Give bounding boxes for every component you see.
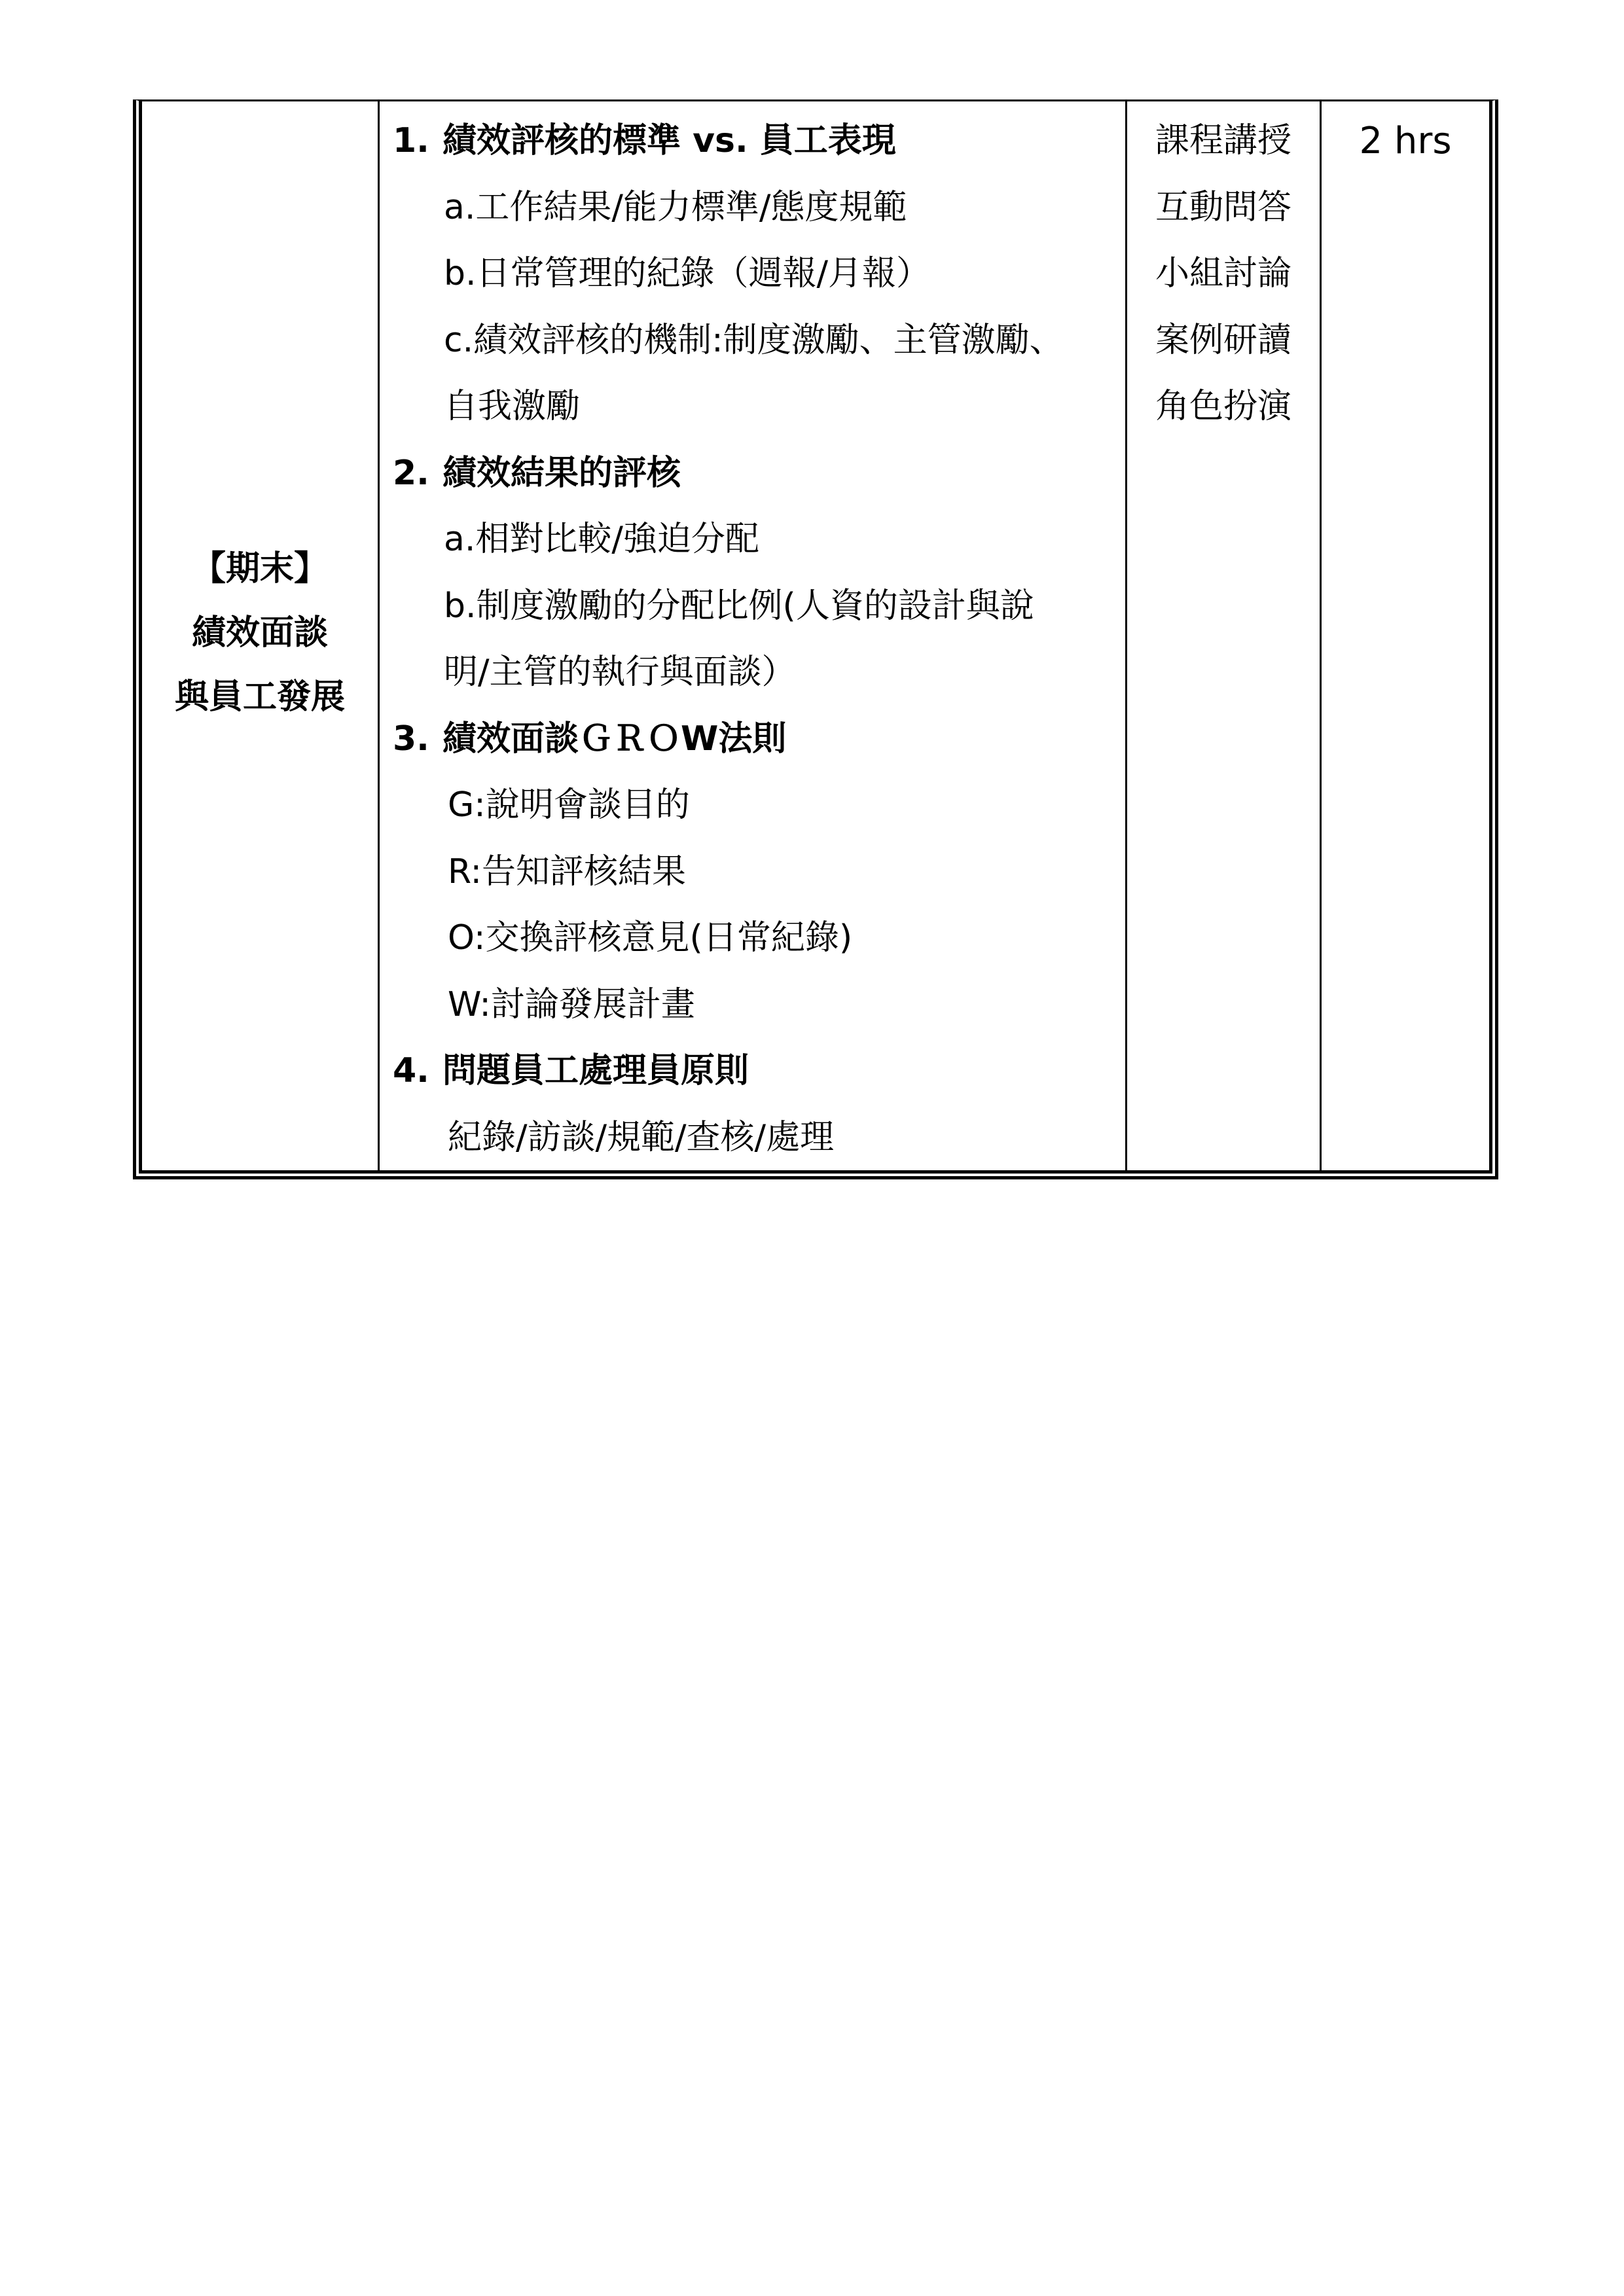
section-number: 3. <box>393 719 429 759</box>
section-title: 績效評核的標準 vs. 員工表現 <box>442 121 896 160</box>
session-title-cell <box>142 537 378 729</box>
section-title: 問題員工處理員原則 <box>442 1051 749 1090</box>
column-divider <box>378 99 380 1173</box>
method-item: 互動問答 <box>1155 187 1291 227</box>
section-heading <box>393 108 1119 175</box>
session-topic-2: 與員工發展 <box>174 677 345 717</box>
column-divider <box>1320 99 1322 1173</box>
list-item: b.制度激勵的分配比例(人資的設計與說 <box>444 586 1034 626</box>
teaching-methods-cell <box>1127 108 1320 440</box>
list-item: O:交換評核意見(日常紀錄) <box>448 918 853 958</box>
section-heading <box>393 706 1119 773</box>
session-topic: 績效面談 <box>191 613 328 653</box>
duration-cell: 2 hrs <box>1359 120 1452 162</box>
section-number: 1. <box>393 121 429 160</box>
list-item: a.相對比較/強迫分配 <box>444 520 759 559</box>
method-item: 小組討論 <box>1155 254 1291 293</box>
list-item-continued: 明/主管的執行與面談） <box>444 653 796 692</box>
method-item: 課程講授 <box>1155 121 1291 160</box>
section-heading <box>393 440 1119 507</box>
section-number: 2. <box>393 453 429 493</box>
content-cell <box>393 108 1119 1171</box>
section-title: 績效結果的評核 <box>442 453 681 493</box>
method-item: 角色扮演 <box>1155 387 1291 426</box>
list-item: G:說明會談目的 <box>448 785 690 825</box>
list-item: a.工作結果/能力標準/態度規範 <box>444 187 907 227</box>
list-item: R:告知評核結果 <box>448 852 687 891</box>
session-period: 【期末】 <box>191 549 328 588</box>
section-number: 4. <box>393 1051 429 1090</box>
list-item: c.績效評核的機制:制度激勵、主管激勵、 <box>444 320 1064 360</box>
list-item: W:討論發展計畫 <box>448 984 695 1024</box>
method-item: 案例研讀 <box>1155 320 1291 360</box>
section-title: 績效面談ＧＲＯW法則 <box>442 719 787 759</box>
section-heading <box>393 1038 1119 1105</box>
list-item-continued: 自我激勵 <box>444 387 581 426</box>
list-item: b.日常管理的紀錄（週報/月報） <box>444 254 931 293</box>
list-item: 紀錄/訪談/規範/查核/處理 <box>448 1117 835 1157</box>
